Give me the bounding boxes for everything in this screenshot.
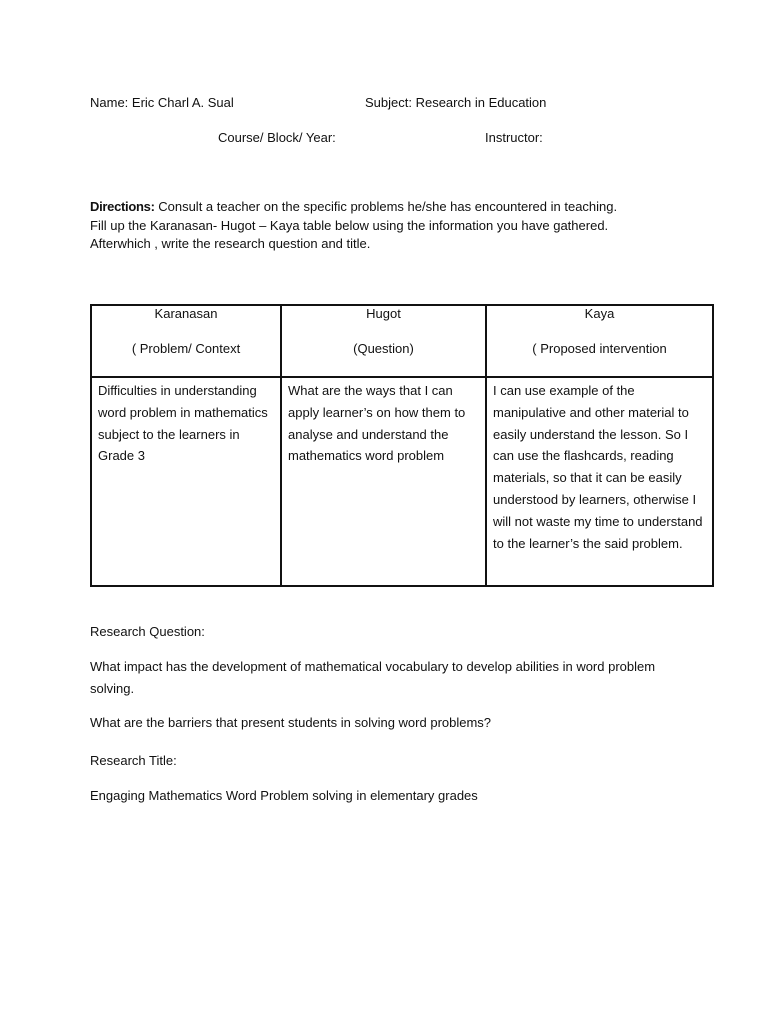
header-cell-hugot bbox=[281, 305, 486, 377]
name-field: Name: Eric Charl A. Sual bbox=[90, 95, 234, 110]
header-cell-kaya bbox=[486, 305, 713, 377]
research-title: Engaging Mathematics Word Problem solving in elementary grades bbox=[90, 788, 478, 803]
research-question-2: What are the barriers that present students in solving word problems? bbox=[90, 715, 492, 730]
research-question-label: Research Question: bbox=[90, 624, 205, 639]
header-title: Kaya bbox=[584, 306, 615, 321]
instructor-field: Instructor: bbox=[485, 130, 543, 145]
table-header-row bbox=[91, 305, 713, 377]
research-title-label: Research Title: bbox=[90, 753, 177, 768]
header-subtitle: ( Problem/ Context bbox=[131, 341, 241, 356]
header-cell-karanasan bbox=[91, 305, 281, 377]
karanasan-hugot-kaya-table bbox=[90, 304, 714, 587]
cell-karanasan: Difficulties in understanding word problem in mathematics subject to the learners in Grade 3 bbox=[91, 377, 281, 586]
header-title: Hugot bbox=[366, 306, 401, 321]
table-row bbox=[91, 377, 713, 586]
cell-kaya: I can use example of the manipulative and other material to easily understand the lesson. So I can use the flashcards, reading materials, so that it can be easily understood by learners, otherwise I will not waste my time to understand to the learner’s the said problem. bbox=[486, 377, 713, 586]
course-block-year-field: Course/ Block/ Year: bbox=[218, 130, 336, 145]
directions-paragraph bbox=[90, 198, 620, 254]
research-question-1: What impact has the development of mathematical vocabulary to develop abilities in word problem solving. bbox=[90, 659, 656, 696]
header-subtitle: (Question) bbox=[353, 341, 414, 356]
directions-label: Directions: bbox=[90, 199, 155, 214]
header-title: Karanasan bbox=[154, 306, 218, 321]
cell-hugot: What are the ways that I can apply learner’s on how them to analyse and understand the mathematics word problem bbox=[281, 377, 486, 586]
header-subtitle: ( Proposed intervention bbox=[532, 341, 667, 356]
directions-text: Consult a teacher on the specific problems he/she has encountered in teaching. Fill up the Karanasan- Hugot – Kaya table below using the information you have gathered. Afterwhich , write the research question and title. bbox=[90, 199, 618, 251]
subject-field: Subject: Research in Education bbox=[365, 95, 547, 110]
